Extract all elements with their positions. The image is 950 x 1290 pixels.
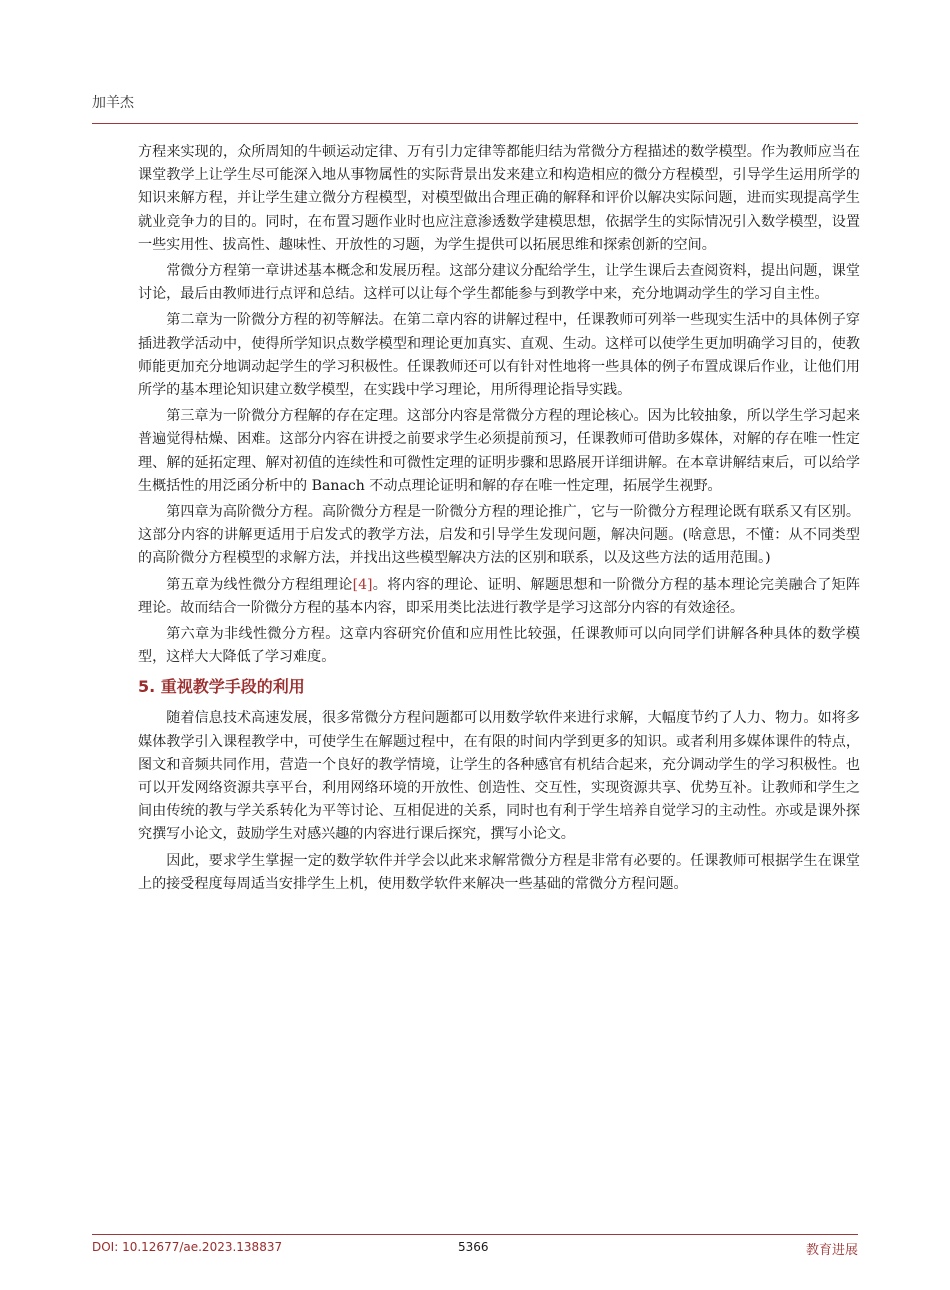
paragraph-continuation: 方程来实现的，众所周知的牛顿运动定律、万有引力定律等都能归结为常微分方程描述的数学模型。作为教师应当在课堂教学上让学生尽可能深入地从事物属性的实际背景出发来建立和构造相应的微分方程模型，引导学生运用所学的知识来解方程，并让学生建立微分方程模型，对模型做出合理正确的解释和评价以解决实际问题，进而实现提高学生就业竞争力的目的。同时，在布置习题作业时也应注意渗透数学建模思想，依据学生的实际情况引入数学模型，设置一些实用性、拔高性、趣味性、开放性的习题，为学生提供可以拓展思维和探索创新的空间。 bbox=[138, 144, 860, 253]
journal-name: 教育进展 bbox=[805, 1243, 858, 1258]
paragraph-chapter-5 bbox=[138, 574, 860, 620]
paragraph-chapter-4: 第四章为高阶微分方程。高阶微分方程是一阶微分方程的理论推广，它与一阶微分方程理论既有联系又有区别。这部分内容的讲解更适用于启发式的教学方法，启发和引导学生发现问题，解决问题。(啥意思，不懂：从不同类型的高阶微分方程模型的求解方法，并找出这些模型解决方法的区别和联系，以及这些方法的适用范围。) bbox=[138, 504, 860, 567]
paragraph-conclusion: 因此，要求学生掌握一定的数学软件并学会以此来求解常微分方程是非常有必要的。任课教师可根据学生在课堂上的接受程度每周适当安排学生上机，使用数学软件来解决一些基础的常微分方程问题。 bbox=[138, 852, 860, 892]
paragraph-chapter-2: 第二章为一阶微分方程的初等解法。在第二章内容的讲解过程中，任课教师可列举一些现实生活中的具体例子穿插进教学活动中，使得所学知识点数学模型和理论更加真实、直观、生动。这样可以使学生更加明确学习目的，使教师能更加充分地调动起学生的学习积极性。任课教师还可以有针对性地将一些具体的例子布置成课后作业，让他们用所学的基本理论知识建立数学模型，在实践中学习理论，用所得理论指导实践。 bbox=[138, 312, 860, 399]
running-header-author: 加羊杰 bbox=[92, 95, 134, 111]
paragraph-chapter-1: 常微分方程第一章讲述基本概念和发展历程。这部分建议分配给学生，让学生课后去查阅资料，提出问题，课堂讨论，最后由教师进行点评和总结。这样可以让每个学生都能参与到教学中来，充分地调动学生的学习自主性。 bbox=[138, 263, 860, 303]
header-divider bbox=[92, 123, 858, 124]
citation-link[interactable]: [4] bbox=[352, 576, 373, 593]
paragraph-chapter-5-rest: 。将内容的理论、证明、解题思想和一阶微分方程的基本理论完美融合了矩阵理论。故而结合一阶微分方程的基本内容，即采用类比法进行教学是学习这部分内容的有效途径。 bbox=[138, 576, 861, 616]
paragraph-chapter-5-lead: 第五章为线性微分方程组理论 bbox=[166, 576, 353, 593]
section-heading: 5. 重视教学手段的利用 bbox=[138, 677, 305, 697]
page-number: 5366 bbox=[458, 1240, 489, 1254]
footer-divider bbox=[92, 1234, 858, 1235]
paragraph-teaching-tools: 随着信息技术高速发展，很多常微分方程问题都可以用数学软件来进行求解，大幅度节约了人力、物力。如将多媒体教学引入课程教学中，可使学生在解题过程中，在有限的时间内学到更多的知识。或者利用多媒体课件的特点，图文和音频共同作用，营造一个良好的教学情境，让学生的各种感官有机结合起来，充分调动学生的学习积极性。也可以开发网络资源共享平台，利用网络环境的开放性、创造性、交互性，实现资源共享、优势互补。让教师和学生之间由传统的教与学关系转化为平等讨论、互相促进的关系，同时也有利于学生培养自觉学习的主动性。亦或是课外探究撰写小论文，鼓励学生对感兴趣的内容进行课后探究，撰写小论文。 bbox=[138, 710, 860, 843]
footer-doi[interactable]: DOI: 10.12677/ae.2023.138837 bbox=[92, 1240, 283, 1254]
main-content bbox=[138, 141, 860, 896]
paragraph-chapter-3: 第三章为一阶微分方程解的存在定理。这部分内容是常微分方程的理论核心。因为比较抽象，所以学生学习起来普遍觉得枯燥、困难。这部分内容在讲授之前要求学生必须提前预习，任课教师可借助多媒体，对解的存在唯一性定理、解的延拓定理、解对初值的连续性和可微性定理的证明步骤和思路展开详细讲解。在本章讲解结束后，可以给学生概括性的用泛函分析中的 Banach 不动点理论证明和解的存在唯一性定理，拓展学生视野。 bbox=[138, 408, 860, 494]
paragraph-chapter-6: 第六章为非线性微分方程。这章内容研究价值和应用性比较强，任课教师可以向同学们讲解各种具体的数学模型，这样大大降低了学习难度。 bbox=[138, 626, 860, 666]
